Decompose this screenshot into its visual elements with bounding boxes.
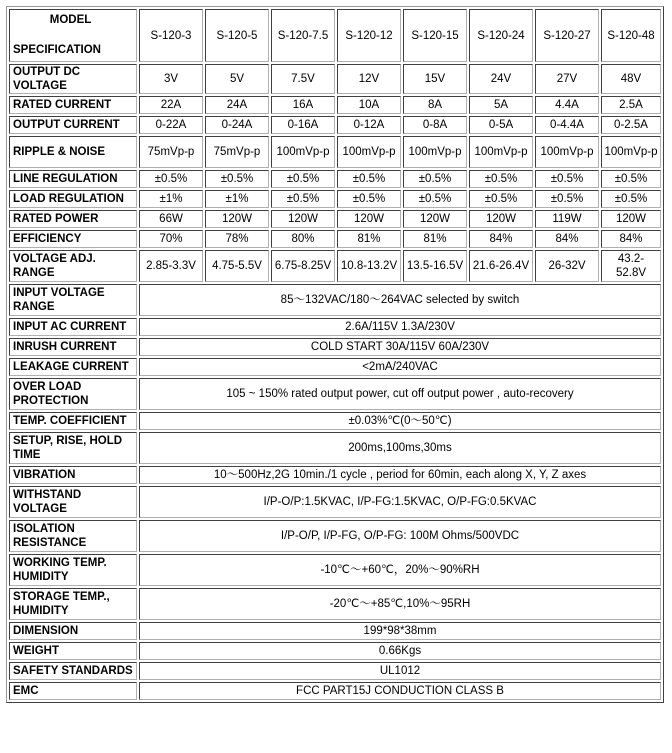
spec-value-cell: 100mVp-p	[601, 136, 661, 168]
spec-value-cell: 0-22A	[139, 116, 203, 134]
spec-value-cell: 6.75-8.25V	[271, 250, 335, 282]
spec-row	[9, 358, 661, 376]
spec-value-cell: 100mVp-p	[337, 136, 401, 168]
spec-value-cell: 75mVp-p	[205, 136, 269, 168]
spec-value-cell: 0-5A	[469, 116, 533, 134]
spec-row	[9, 682, 661, 700]
spec-value-cell: 120W	[469, 210, 533, 228]
spec-value-cell: 100mVp-p	[271, 136, 335, 168]
spec-row-label: ISOLATION RESISTANCE	[9, 520, 137, 552]
spec-value-cell: 0-4.4A	[535, 116, 599, 134]
spec-row-label: RATED POWER	[9, 210, 137, 228]
spec-value-cell: 80%	[271, 230, 335, 248]
spec-value-cell: 0-16A	[271, 116, 335, 134]
spec-value-cell: 4.4A	[535, 96, 599, 114]
spec-common-value-cell: COLD START 30A/115V 60A/230V	[139, 338, 661, 356]
spec-value-cell: ±0.5%	[271, 190, 335, 208]
spec-value-cell: 75mVp-p	[139, 136, 203, 168]
spec-row	[9, 642, 661, 660]
spec-row	[9, 662, 661, 680]
spec-value-cell: 100mVp-p	[469, 136, 533, 168]
spec-common-value-cell: 85～132VAC/180～264VAC selected by switch	[139, 284, 661, 316]
spec-value-cell: 81%	[403, 230, 467, 248]
spec-value-cell: 84%	[535, 230, 599, 248]
spec-value-cell: 120W	[403, 210, 467, 228]
spec-value-cell: 78%	[205, 230, 269, 248]
spec-row	[9, 170, 661, 188]
spec-common-value-cell: I/P-O/P:1.5KVAC, I/P-FG:1.5KVAC, O/P-FG:0.5KVAC	[139, 486, 661, 518]
spec-row-label: LEAKAGE CURRENT	[9, 358, 137, 376]
spec-row-label: SETUP, RISE, HOLD TIME	[9, 432, 137, 464]
spec-row-label: INRUSH CURRENT	[9, 338, 137, 356]
spec-common-value-cell: I/P-O/P, I/P-FG, O/P-FG: 100M Ohms/500VDC	[139, 520, 661, 552]
spec-row-label: VIBRATION	[9, 466, 137, 484]
spec-value-cell: 5V	[205, 64, 269, 94]
spec-value-cell: 100mVp-p	[403, 136, 467, 168]
spec-row	[9, 520, 661, 552]
spec-row	[9, 622, 661, 640]
spec-row	[9, 190, 661, 208]
spec-row	[9, 588, 661, 620]
spec-value-cell: 26-32V	[535, 250, 599, 282]
spec-common-value-cell: UL1012	[139, 662, 661, 680]
spec-row	[9, 284, 661, 316]
spec-value-cell: ±0.5%	[205, 170, 269, 188]
spec-value-cell: 100mVp-p	[535, 136, 599, 168]
spec-value-cell: 0-24A	[205, 116, 269, 134]
spec-common-value-cell: 0.66Kgs	[139, 642, 661, 660]
spec-value-cell: 120W	[601, 210, 661, 228]
spec-value-cell: ±0.5%	[403, 170, 467, 188]
spec-row	[9, 412, 661, 430]
spec-row-label: LINE REGULATION	[9, 170, 137, 188]
spec-row-label: RIPPLE & NOISE	[9, 136, 137, 168]
spec-row	[9, 230, 661, 248]
spec-value-cell: ±1%	[205, 190, 269, 208]
spec-value-cell: 4.75-5.5V	[205, 250, 269, 282]
model-header-row	[9, 9, 661, 62]
spec-common-value-cell: -20℃～+85℃,10%～95RH	[139, 588, 661, 620]
spec-row-label: WEIGHT	[9, 642, 137, 660]
model-header-cell: S-120-27	[535, 9, 599, 62]
spec-row	[9, 136, 661, 168]
spec-row-label: INPUT VOLTAGE RANGE	[9, 284, 137, 316]
spec-row	[9, 338, 661, 356]
spec-value-cell: 84%	[469, 230, 533, 248]
spec-value-cell: ±0.5%	[139, 170, 203, 188]
spec-value-cell: 0-12A	[337, 116, 401, 134]
spec-value-cell: ±0.5%	[337, 190, 401, 208]
spec-common-value-cell: 2.6A/115V 1.3A/230V	[139, 318, 661, 336]
spec-row	[9, 432, 661, 464]
spec-value-cell: 2.85-3.3V	[139, 250, 203, 282]
model-spec-corner-cell	[9, 9, 137, 62]
spec-common-value-cell: <2mA/240VAC	[139, 358, 661, 376]
spec-value-cell: 66W	[139, 210, 203, 228]
spec-common-value-cell: -10℃～+60℃，20%～90%RH	[139, 554, 661, 586]
spec-value-cell: 12V	[337, 64, 401, 94]
spec-value-cell: 21.6-26.4V	[469, 250, 533, 282]
spec-value-cell: ±0.5%	[403, 190, 467, 208]
spec-value-cell: 24V	[469, 64, 533, 94]
spec-value-cell: ±0.5%	[337, 170, 401, 188]
spec-value-cell: ±1%	[139, 190, 203, 208]
spec-value-cell: 5A	[469, 96, 533, 114]
spec-row-label: RATED CURRENT	[9, 96, 137, 114]
spec-row-label: INPUT AC CURRENT	[9, 318, 137, 336]
spec-row	[9, 466, 661, 484]
spec-common-value-cell: 105 ~ 150% rated output power, cut off output power , auto-recovery	[139, 378, 661, 410]
spec-row	[9, 96, 661, 114]
spec-value-cell: 119W	[535, 210, 599, 228]
spec-value-cell: 3V	[139, 64, 203, 94]
spec-common-value-cell: 200ms,100ms,30ms	[139, 432, 661, 464]
spec-row	[9, 378, 661, 410]
spec-value-cell: 8A	[403, 96, 467, 114]
specification-table-body	[9, 9, 661, 700]
model-label: MODEL	[49, 14, 92, 26]
spec-value-cell: 43.2-52.8V	[601, 250, 661, 282]
spec-common-value-cell: 10～500Hz,2G 10min./1 cycle , period for 60min, each along X, Y, Z axes	[139, 466, 661, 484]
spec-common-value-cell: FCC PART15J CONDUCTION CLASS B	[139, 682, 661, 700]
spec-value-cell: 0-8A	[403, 116, 467, 134]
spec-value-cell: 16A	[271, 96, 335, 114]
spec-value-cell: 27V	[535, 64, 599, 94]
spec-row-label: WITHSTAND VOLTAGE	[9, 486, 137, 518]
spec-row-label: OUTPUT CURRENT	[9, 116, 137, 134]
spec-row	[9, 64, 661, 94]
spec-value-cell: 22A	[139, 96, 203, 114]
spec-common-value-cell: 199*98*38mm	[139, 622, 661, 640]
model-header-cell: S-120-15	[403, 9, 467, 62]
spec-row	[9, 318, 661, 336]
spec-value-cell: 24A	[205, 96, 269, 114]
spec-common-value-cell: ±0.03%℃(0～50℃)	[139, 412, 661, 430]
spec-row-label: STORAGE TEMP., HUMIDITY	[9, 588, 137, 620]
spec-row	[9, 210, 661, 228]
spec-row-label: LOAD REGULATION	[9, 190, 137, 208]
spec-row-label: SAFETY STANDARDS	[9, 662, 137, 680]
spec-row	[9, 250, 661, 282]
spec-value-cell: ±0.5%	[535, 190, 599, 208]
spec-row-label: OVER LOAD PROTECTION	[9, 378, 137, 410]
spec-value-cell: ±0.5%	[601, 190, 661, 208]
spec-row-label: TEMP. COEFFICIENT	[9, 412, 137, 430]
spec-value-cell: 13.5-16.5V	[403, 250, 467, 282]
spec-value-cell: 7.5V	[271, 64, 335, 94]
spec-value-cell: 120W	[271, 210, 335, 228]
specification-table	[6, 6, 664, 703]
spec-row-label: VOLTAGE ADJ. RANGE	[9, 250, 137, 282]
model-header-cell: S-120-24	[469, 9, 533, 62]
spec-value-cell: 70%	[139, 230, 203, 248]
model-header-cell: S-120-5	[205, 9, 269, 62]
spec-row-label: OUTPUT DC VOLTAGE	[9, 64, 137, 94]
spec-value-cell: 120W	[337, 210, 401, 228]
spec-value-cell: ±0.5%	[535, 170, 599, 188]
model-header-cell: S-120-3	[139, 9, 203, 62]
spec-value-cell: 10A	[337, 96, 401, 114]
specification-label: SPECIFICATION	[13, 44, 101, 56]
spec-value-cell: 120W	[205, 210, 269, 228]
model-header-cell: S-120-48	[601, 9, 661, 62]
spec-row-label: WORKING TEMP. HUMIDITY	[9, 554, 137, 586]
spec-value-cell: 10.8-13.2V	[337, 250, 401, 282]
spec-row	[9, 116, 661, 134]
spec-value-cell: ±0.5%	[271, 170, 335, 188]
spec-value-cell: 0-2.5A	[601, 116, 661, 134]
spec-value-cell: ±0.5%	[601, 170, 661, 188]
spec-row	[9, 486, 661, 518]
spec-row-label: DIMENSION	[9, 622, 137, 640]
spec-value-cell: 48V	[601, 64, 661, 94]
spec-row-label: EFFICIENCY	[9, 230, 137, 248]
spec-value-cell: 81%	[337, 230, 401, 248]
model-header-cell: S-120-7.5	[271, 9, 335, 62]
spec-value-cell: 2.5A	[601, 96, 661, 114]
spec-row-label: EMC	[9, 682, 137, 700]
spec-value-cell: ±0.5%	[469, 190, 533, 208]
model-header-cell: S-120-12	[337, 9, 401, 62]
spec-row	[9, 554, 661, 586]
spec-value-cell: 15V	[403, 64, 467, 94]
spec-value-cell: 84%	[601, 230, 661, 248]
spec-value-cell: ±0.5%	[469, 170, 533, 188]
